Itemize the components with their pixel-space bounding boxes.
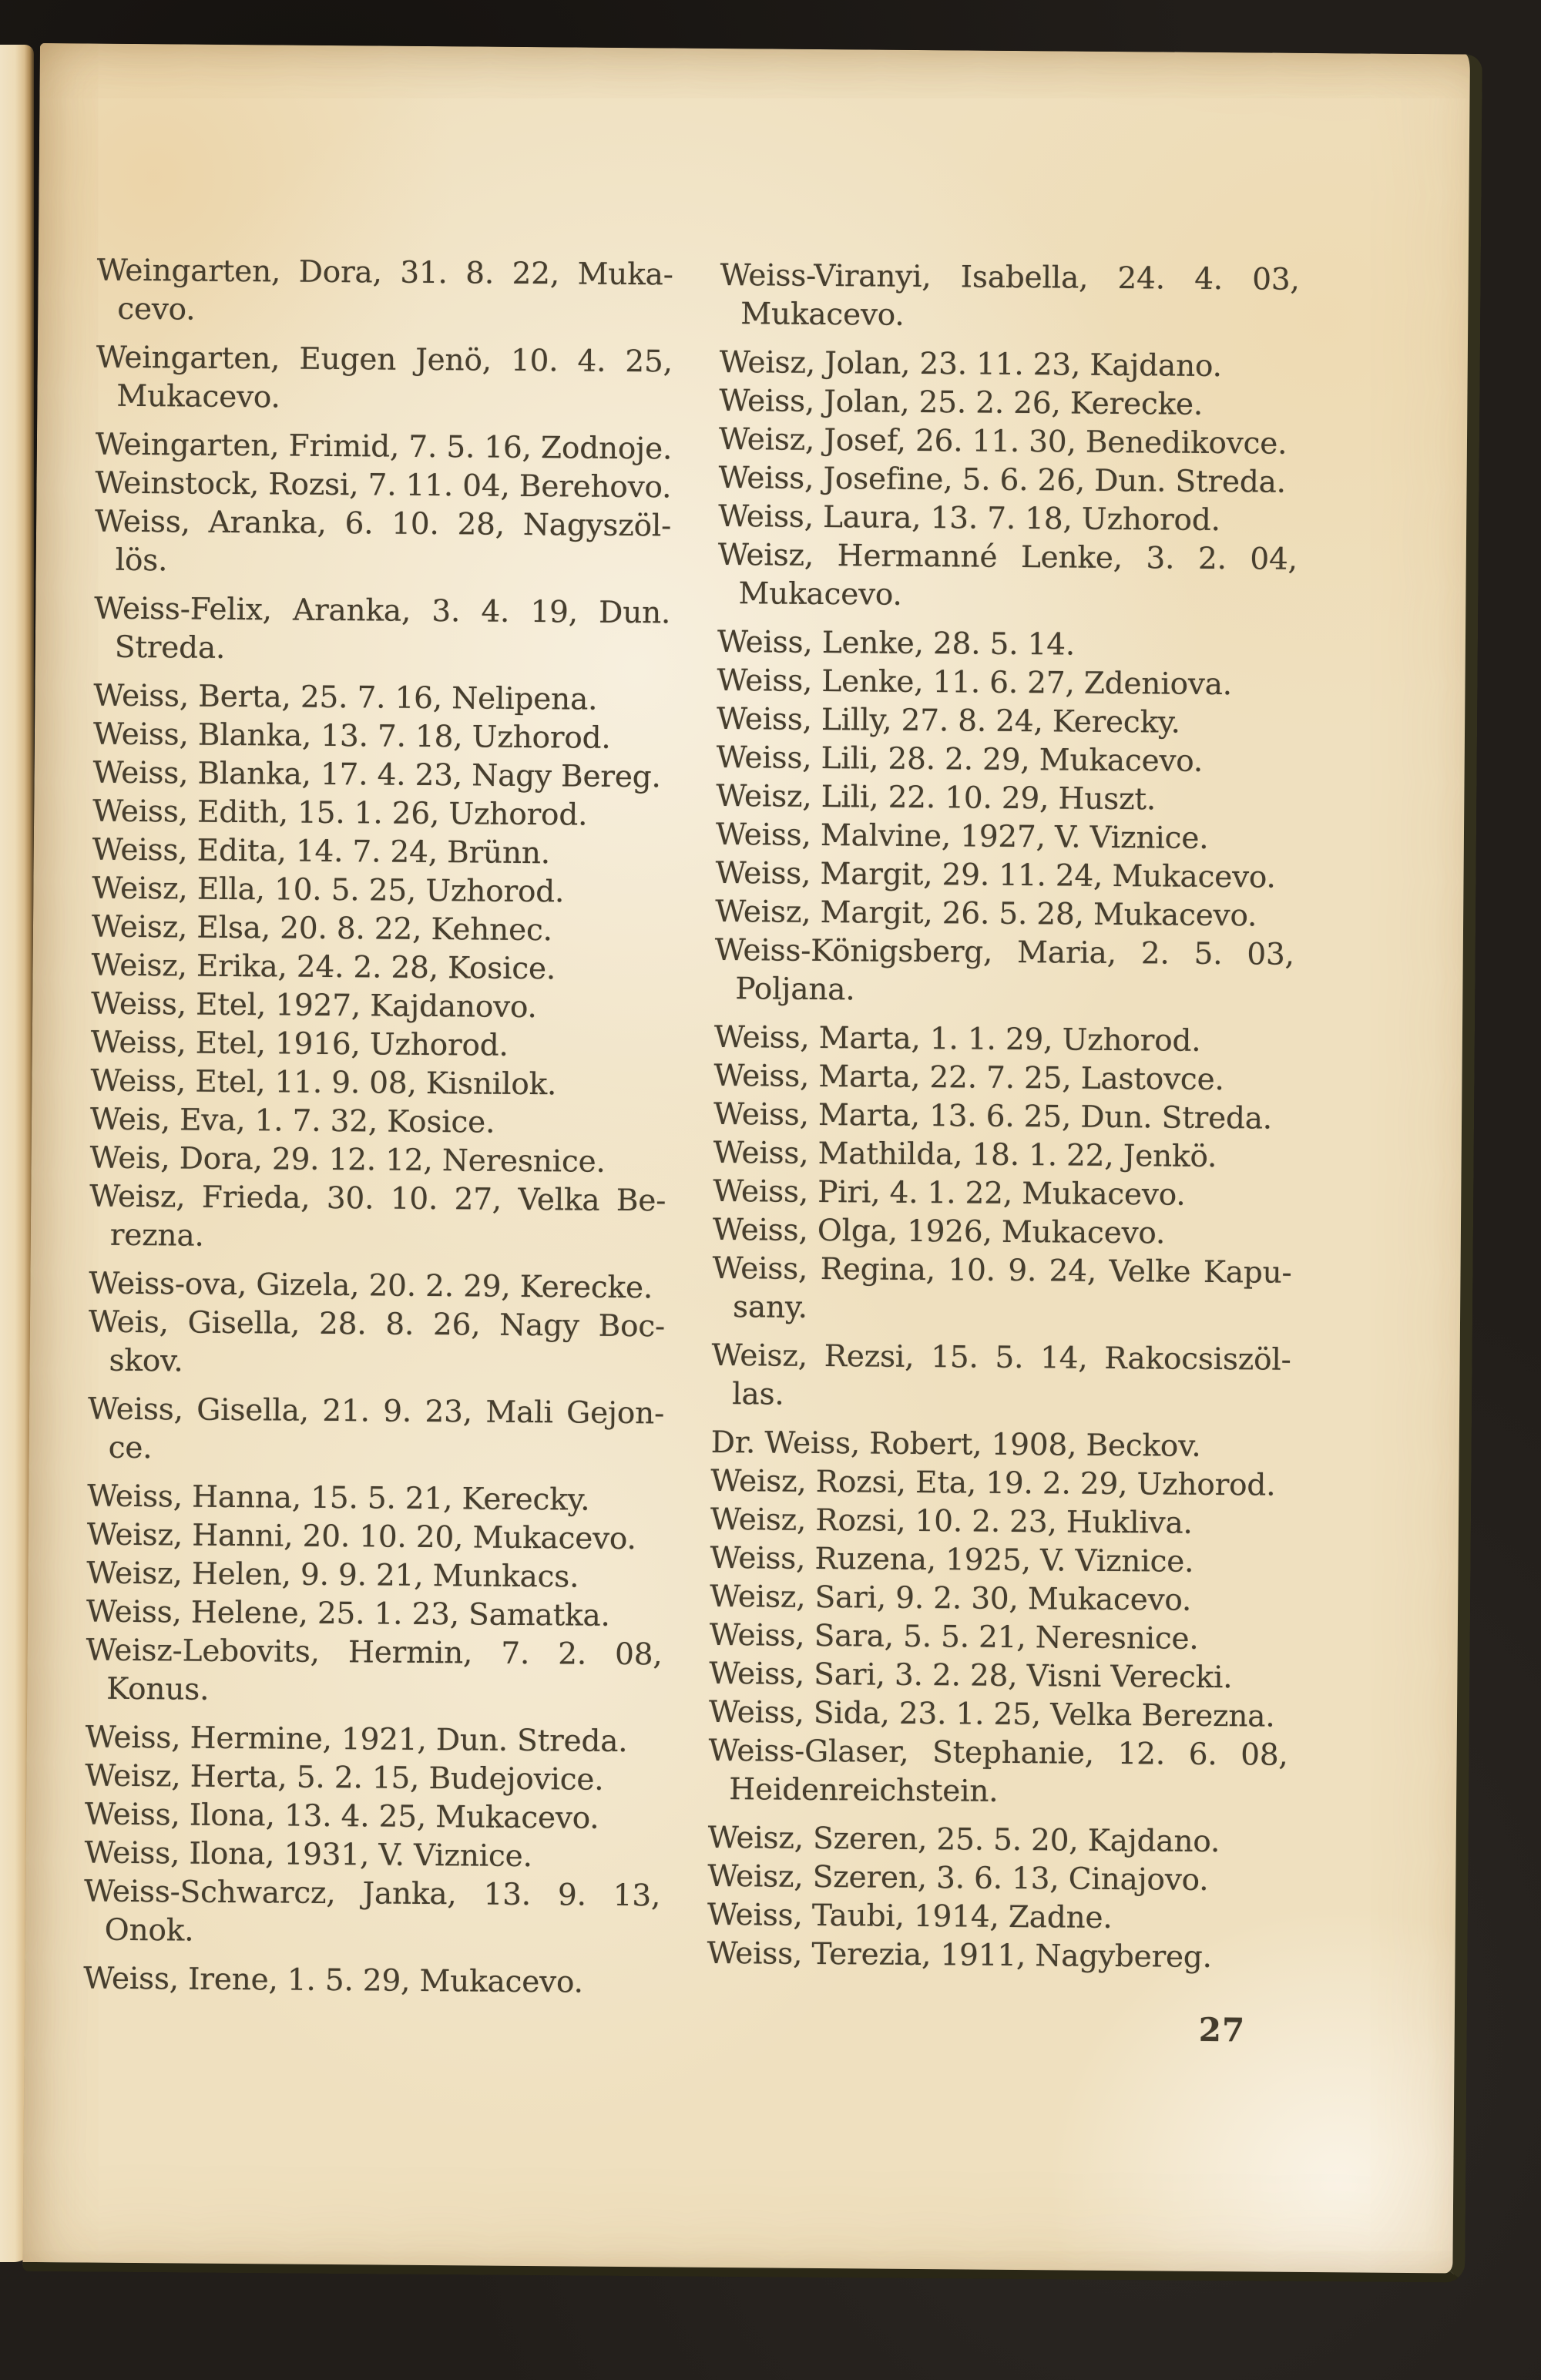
entry-line: Weis, Dora, 29. 12. 12, Neresnice. xyxy=(89,1140,606,1180)
entry-line-continuation: ce. xyxy=(108,1430,153,1466)
directory-entry xyxy=(708,1819,1288,1862)
directory-entry xyxy=(714,1019,1294,1062)
directory-entry xyxy=(708,1732,1288,1814)
directory-entry xyxy=(91,947,667,990)
directory-entry xyxy=(90,1101,666,1144)
entry-line: Weisz, Margit, 26. 5. 28, Mukacevo. xyxy=(714,894,1257,934)
entry-line: Weiss-Glaser, Stephanie, 12. 6. 08, xyxy=(708,1733,1288,1773)
entry-line: Dr. Weiss, Robert, 1908, Beckov. xyxy=(710,1425,1201,1464)
entry-line-continuation: las. xyxy=(732,1377,784,1412)
directory-entry xyxy=(92,754,669,797)
directory-entry xyxy=(713,1096,1293,1139)
entry-line: Weiss, Jolan, 25. 2. 26, Kerecke. xyxy=(719,383,1204,422)
entry-line: Weis, Eva, 1. 7. 32, Kosice. xyxy=(89,1102,495,1140)
entry-line: Weisz, Rezsi, 15. 5. 14, Rakocsiszöl- xyxy=(711,1338,1291,1378)
directory-entry xyxy=(92,908,668,952)
directory-entry xyxy=(717,739,1296,782)
entry-line: Weiss, Josefine, 5. 6. 26, Dun. Streda. xyxy=(718,460,1286,500)
directory-entry xyxy=(707,1858,1287,1901)
entry-line: Weiss, Irene, 1. 5. 29, Mukacevo. xyxy=(83,1961,583,2000)
entry-line: Weiss, Sara, 5. 5. 21, Neresnice. xyxy=(709,1617,1199,1657)
directory-entry xyxy=(719,421,1298,464)
entry-line: Weiss, Blanka, 17. 4. 23, Nagy Bereg. xyxy=(92,755,661,795)
directory-entry xyxy=(715,893,1294,936)
right-column xyxy=(707,257,1299,1978)
directory-entry xyxy=(84,1835,660,1878)
entry-line: Weiss, Laura, 13. 7. 18, Uzhorod. xyxy=(718,498,1220,539)
directory-entry xyxy=(89,1265,665,1308)
entry-line: Weiss, Blanka, 13. 7. 18, Uzhorod. xyxy=(92,717,611,756)
directory-entry xyxy=(86,1555,663,1598)
directory-entry xyxy=(95,503,672,585)
entry-line-continuation: Konus. xyxy=(106,1671,210,1707)
directory-entry xyxy=(717,700,1296,744)
directory-entry xyxy=(83,1960,660,2003)
entry-line: Weiss, Marta, 22. 7. 25, Lastovce. xyxy=(713,1058,1224,1098)
directory-entry xyxy=(86,1719,662,1762)
directory-entry xyxy=(713,1134,1293,1177)
directory-entry xyxy=(85,1757,661,1801)
directory-entry xyxy=(92,793,669,836)
directory-entry xyxy=(87,1478,663,1521)
directory-entry xyxy=(92,831,669,874)
directory-entry xyxy=(709,1655,1288,1698)
entry-line: Weisz, Sari, 9. 2. 30, Mukacevo. xyxy=(710,1579,1192,1618)
entry-line-continuation: Onok. xyxy=(104,1912,194,1949)
entry-line: Weiss-Viranyi, Isabella, 24. 4. 03, xyxy=(720,257,1300,297)
entry-line: Weinstock, Rozsi, 7. 11. 04, Berehovo. xyxy=(95,465,672,505)
directory-entry xyxy=(720,344,1299,387)
directory-entry xyxy=(90,1062,666,1106)
directory-entry xyxy=(710,1578,1289,1621)
entry-line: Weiss, Sari, 3. 2. 28, Visni Verecki. xyxy=(709,1656,1233,1696)
directory-entry xyxy=(91,985,667,1029)
entry-line-continuation: Poljana. xyxy=(735,972,855,1008)
entry-line-continuation: Heidenreichstein. xyxy=(729,1772,999,1809)
entry-line: Weisz, Herta, 5. 2. 15, Budejovice. xyxy=(85,1758,604,1798)
entry-line-continuation: sany. xyxy=(732,1290,807,1325)
entry-line: Weisz, Hermanné Lenke, 3. 2. 04, xyxy=(717,537,1298,577)
directory-entry xyxy=(718,498,1298,541)
entry-line: Weisz, Lili, 22. 10. 29, Huszt. xyxy=(716,778,1157,817)
directory-entry xyxy=(720,257,1300,338)
directory-entry xyxy=(715,854,1294,898)
entry-line: Weiss, Piri, 4. 1. 22, Mukacevo. xyxy=(713,1173,1186,1213)
entry-line-continuation: cevo. xyxy=(117,291,196,327)
entry-line: Weisz-Lebovits, Hermin, 7. 2. 08, xyxy=(86,1633,663,1673)
entry-line: Weiss, Lilly, 27. 8. 24, Kerecky. xyxy=(716,701,1181,740)
entry-line: Weiss, Edith, 15. 1. 26, Uzhorod. xyxy=(92,794,588,833)
entry-line: Weiss, Lenke, 11. 6. 27, Zdeniova. xyxy=(717,663,1233,703)
entry-line: Weiss, Regina, 10. 9. 24, Velke Kapu- xyxy=(712,1250,1292,1291)
entry-line: Weiss, Hanna, 15. 5. 21, Kerecky. xyxy=(87,1479,590,1518)
entry-line: Weiss, Helene, 25. 1. 23, Samatka. xyxy=(86,1594,610,1633)
entry-line: Weiss, Gisella, 21. 9. 23, Mali Gejon- xyxy=(87,1391,665,1432)
entry-line: Weisz, Helen, 9. 9. 21, Munkacs. xyxy=(86,1556,579,1595)
directory-entry xyxy=(713,1211,1292,1254)
entry-line: Weiss, Marta, 13. 6. 25, Dun. Streda. xyxy=(713,1096,1273,1136)
entry-line: Weis, Gisella, 28. 8. 26, Nagy Boc- xyxy=(88,1304,666,1344)
directory-entry xyxy=(718,459,1298,502)
entry-line: Weiss-Königsberg, Maria, 2. 5. 03, xyxy=(714,932,1294,972)
entry-line: Weisz, Elsa, 20. 8. 22, Kehnec. xyxy=(91,909,552,948)
entry-line: Weiss, Etel, 1916, Uzhorod. xyxy=(90,1025,509,1063)
entry-line-continuation: Streda. xyxy=(114,629,226,666)
directory-entry xyxy=(95,465,671,508)
entry-line: Weiss, Lenke, 28. 5. 14. xyxy=(717,624,1076,663)
directory-entry xyxy=(716,816,1295,859)
entry-line-continuation: Mukacevo. xyxy=(740,297,905,333)
directory-entry xyxy=(89,1140,666,1183)
directory-entry xyxy=(710,1616,1289,1660)
entry-line: Weiss, Mathilda, 18. 1. 22, Jenkö. xyxy=(713,1135,1217,1175)
entry-line-continuation: Mukacevo. xyxy=(738,576,902,613)
entry-line: Weiss, Ilona, 1931, V. Viznice. xyxy=(84,1835,532,1875)
directory-entry xyxy=(707,1896,1287,1939)
directory-entry xyxy=(89,1178,666,1260)
entry-line: Weiss, Ilona, 13. 4. 25, Mukacevo. xyxy=(84,1797,599,1836)
directory-entry xyxy=(84,1873,661,1955)
directory-entry xyxy=(711,1337,1291,1418)
entry-line: Weiss, Aranka, 6. 10. 28, Nagyszöl- xyxy=(94,504,672,544)
entry-line: Weiss-Felix, Aranka, 3. 4. 19, Dun. xyxy=(94,591,671,631)
entry-line-continuation: Mukacevo. xyxy=(116,378,280,415)
directory-entry xyxy=(88,1304,665,1385)
directory-entry xyxy=(710,1462,1290,1506)
directory-entry xyxy=(717,536,1298,618)
directory-entry xyxy=(87,1391,664,1472)
directory-entry xyxy=(716,777,1295,821)
entry-line: Weisz, Rozsi, 10. 2. 23, Hukliva. xyxy=(710,1502,1193,1541)
directory-entry xyxy=(719,382,1298,425)
entry-line: Weiss-ova, Gizela, 20. 2. 29, Kerecke. xyxy=(89,1266,653,1306)
directory-entry xyxy=(96,339,673,421)
entry-line-continuation: skov. xyxy=(109,1343,183,1379)
book-page xyxy=(22,43,1482,2283)
entry-line: Weiss, Etel, 11. 9. 08, Kisnilok. xyxy=(90,1063,557,1103)
directory-entry xyxy=(96,252,673,334)
entry-line: Weiss, Marta, 1. 1. 29, Uzhorod. xyxy=(713,1019,1201,1059)
entry-line: Weiss, Berta, 25. 7. 16, Nelipena. xyxy=(93,678,598,717)
directory-entry xyxy=(714,932,1294,1013)
directory-entry xyxy=(85,1796,661,1839)
entry-line: Weiss-Schwarcz, Janka, 13. 9. 13, xyxy=(83,1874,661,1914)
directory-entry xyxy=(91,1024,667,1067)
entry-line: Weiss, Malvine, 1927, V. Viznice. xyxy=(715,817,1209,856)
entry-line: Weiss, Margit, 29. 11. 24, Mukacevo. xyxy=(715,855,1276,895)
directory-entry xyxy=(712,1250,1292,1331)
entry-line: Weisz, Erika, 24. 2. 28, Kosice. xyxy=(91,948,556,987)
directory-entry xyxy=(709,1694,1288,1737)
entry-line-continuation: rezna. xyxy=(109,1217,204,1254)
directory-entry xyxy=(710,1501,1290,1544)
directory-entry xyxy=(96,426,672,469)
directory-entry xyxy=(93,677,670,720)
directory-entry xyxy=(93,716,670,759)
entry-line: Weingarten, Dora, 31. 8. 22, Muka- xyxy=(96,253,673,293)
entry-line: Weisz, Hanni, 20. 10. 20, Mukacevo. xyxy=(86,1517,636,1557)
directory-entry xyxy=(707,1935,1286,1978)
entry-line: Weisz, Szeren, 3. 6. 13, Cinajovo. xyxy=(707,1858,1209,1898)
entry-line: Weisz, Ella, 10. 5. 25, Uzhorod. xyxy=(92,871,565,910)
entry-line: Weiss, Edita, 14. 7. 24, Brünn. xyxy=(92,832,551,871)
entry-line: Weingarten, Frimid, 7. 5. 16, Zodnoje. xyxy=(95,427,673,467)
page-number: 27 xyxy=(1198,2010,1246,2049)
entry-line: Weiss, Olga, 1926, Mukacevo. xyxy=(712,1212,1166,1251)
directory-entry xyxy=(713,1173,1292,1216)
entry-line: Weiss, Etel, 1927, Kajdanovo. xyxy=(91,986,537,1026)
entry-line: Weingarten, Eugen Jenö, 10. 4. 25, xyxy=(96,340,673,380)
entry-line-continuation: lös. xyxy=(115,542,168,579)
left-column xyxy=(83,252,673,2003)
entry-line: Weiss, Taubi, 1914, Zadne. xyxy=(707,1897,1113,1936)
directory-entry xyxy=(711,1424,1291,1467)
entry-line: Weiss, Terezia, 1911, Nagybereg. xyxy=(707,1935,1213,1976)
entry-line: Weiss, Hermine, 1921, Dun. Streda. xyxy=(85,1720,628,1760)
directory-entry xyxy=(713,1057,1293,1100)
entry-line: Weisz, Rozsi, Eta, 19. 2. 29, Uzhorod. xyxy=(710,1463,1276,1503)
directory-entry xyxy=(86,1593,663,1636)
directory-entry xyxy=(717,662,1296,705)
entry-line: Weiss, Lili, 28. 2. 29, Mukacevo. xyxy=(716,740,1204,779)
directory-entry xyxy=(710,1539,1289,1583)
directory-entry xyxy=(87,1516,663,1559)
entry-line: Weiss, Ruzena, 1925, V. Viznice. xyxy=(710,1540,1194,1579)
directory-entry xyxy=(717,623,1297,666)
directory-entry xyxy=(86,1632,663,1714)
entry-line: Weisz, Frieda, 30. 10. 27, Velka Be- xyxy=(89,1179,666,1219)
entry-line: Weisz, Szeren, 25. 5. 20, Kajdano. xyxy=(707,1820,1220,1860)
directory-entry xyxy=(94,590,671,672)
entry-line: Weiss, Sida, 23. 1. 25, Velka Berezna. xyxy=(708,1694,1275,1734)
entry-line: Weisz, Jolan, 23. 11. 23, Kajdano. xyxy=(719,344,1222,384)
directory-entry xyxy=(92,870,668,913)
entry-line: Weisz, Josef, 26. 11. 30, Benedikovce. xyxy=(718,421,1288,462)
